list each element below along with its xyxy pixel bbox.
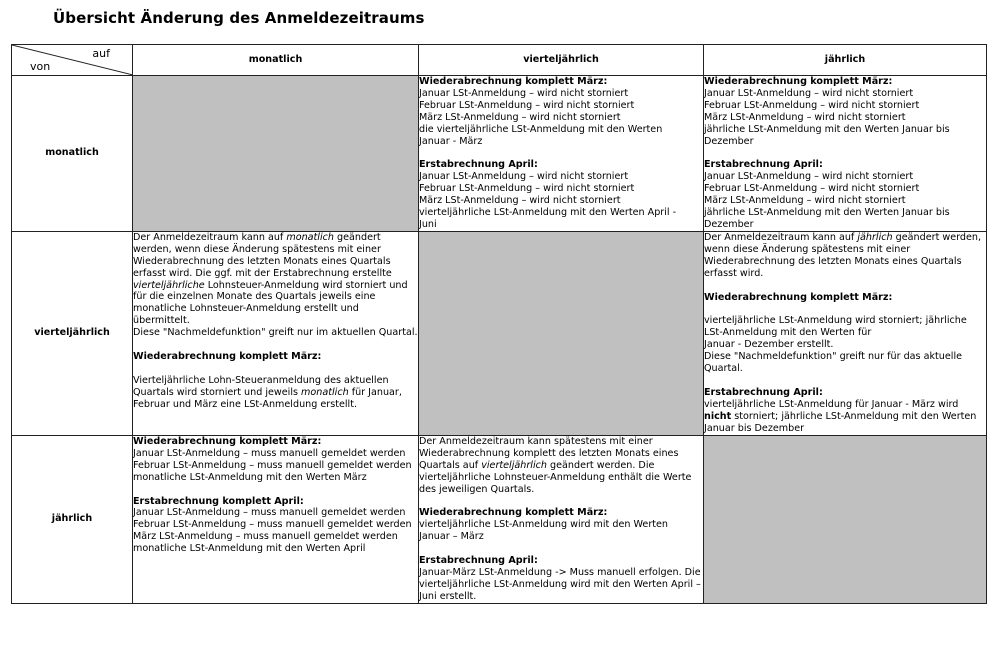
- cell-heading: Erstabrechnung April:: [419, 555, 538, 567]
- cell-text: vierteljährliche LSt-Anmeldung wird mit den Werten Januar – März: [419, 519, 669, 543]
- cell-yearly-to-yearly-empty: [704, 435, 987, 603]
- corner-from-label: von: [30, 60, 51, 74]
- cell-text: Januar LSt-Anmeldung – wird nicht storniert Februar LSt-Anmeldung – wird nicht storniert März LSt-Anmeldung – wird nicht storniert die vierteljährliche LSt-Anmeldung mit den Werten Januar - März: [419, 87, 663, 147]
- cell-text: Januar LSt-Anmeldung – wird nicht storniert Februar LSt-Anmeldung – wird nicht storniert März LSt-Anmeldung – wird nicht storniert jährliche LSt-Anmeldung mit den Werten Januar bis Dezember: [704, 87, 950, 147]
- column-header-quarterly: vierteljährlich: [419, 45, 704, 76]
- cell-paragraph: vierteljährliche LSt-Anmeldung wird storniert; jährliche LSt-Anmeldung mit den Werten für Januar - Dezember erstellt. Diese "Nachmeldefunktion" greift nur für das aktuelle Quartal.: [704, 315, 967, 375]
- cell-monthly-to-quarterly: [419, 76, 704, 232]
- corner-cell: [12, 45, 133, 76]
- cell-text: Januar LSt-Anmeldung – muss manuell gemeldet werden Februar LSt-Anmeldung – muss manuell gemeldet werden März LSt-Anmeldung – muss manuell gemeldet werden monatliche LSt-Anmeldung mit den Werten April: [133, 507, 412, 555]
- cell-quarterly-to-monthly: [133, 231, 419, 435]
- cell-text: Januar LSt-Anmeldung – wird nicht storniert Februar LSt-Anmeldung – wird nicht storniert März LSt-Anmeldung – wird nicht storniert vierteljährliche LSt-Anmeldung mit den Werten April - Juni: [419, 171, 677, 230]
- page-title: Übersicht Änderung des Anmeldezeitraums: [53, 9, 425, 27]
- corner-to-label: auf: [92, 47, 110, 60]
- cell-heading: Wiederabrechnung komplett März:: [419, 507, 608, 519]
- cell-heading: Wiederabrechnung komplett März:: [133, 351, 322, 363]
- cell-monthly-to-monthly-empty: [133, 76, 419, 232]
- cell-quarterly-to-yearly: [704, 231, 987, 435]
- cell-heading: Erstabrechnung April:: [419, 159, 538, 171]
- cell-paragraph: Der Anmeldezeitraum kann auf monatlich geändert werden, wenn diese Änderung spätestens mit einer Wiederabrechnung des letzten Monats eines Quartals erfasst wird. Die ggf. mit der Erstabrechnung erstellte vierteljährliche Lohnsteuer-Anmeldung wird storniert und für die einzelnen Monate des Quartals jeweils eine monatliche Lohnsteuer-Anmeldung erstellt und übermittelt.: [133, 231, 408, 327]
- row-monthly: [12, 76, 987, 232]
- header-row: [12, 45, 987, 76]
- row-header-quarterly: vierteljährlich: [12, 231, 133, 435]
- cell-heading: Wiederabrechnung komplett März:: [133, 435, 322, 447]
- cell-heading: Wiederabrechnung komplett März:: [704, 76, 893, 87]
- column-header-yearly: jährlich: [704, 45, 987, 76]
- cell-paragraph: Der Anmeldezeitraum kann auf jährlich geändert werden, wenn diese Änderung spätestens mit einer Wiederabrechnung des letzten Monats eines Quartals erfasst wird.: [704, 231, 982, 279]
- cell-paragraph: Diese "Nachmeldefunktion" greift nur im aktuellen Quartal.: [133, 327, 418, 339]
- cell-paragraph: Vierteljährliche Lohn-Steueranmeldung des aktuellen Quartals wird storniert und jeweils monatlich für Januar, Februar und März eine LSt-Anmeldung erstellt.: [133, 374, 402, 410]
- cell-heading: Wiederabrechnung komplett März:: [419, 76, 608, 87]
- row-quarterly: [12, 231, 987, 435]
- cell-yearly-to-quarterly: [419, 435, 704, 603]
- cell-heading: Erstabrechnung komplett April:: [133, 495, 304, 507]
- cell-heading: Erstabrechnung April:: [704, 386, 823, 398]
- cell-paragraph: vierteljährliche LSt-Anmeldung für Januar - März wird nicht storniert; jährliche LSt-Anmeldung mit den Werten Januar bis Dezember: [704, 398, 977, 434]
- cell-heading: Wiederabrechnung komplett März:: [704, 291, 893, 303]
- change-matrix-table: [11, 44, 987, 604]
- cell-text: Januar LSt-Anmeldung – muss manuell gemeldet werden Februar LSt-Anmeldung – muss manuell gemeldet werden monatliche LSt-Anmeldung mit den Werten März: [133, 447, 412, 483]
- cell-paragraph: Januar-März LSt-Anmeldung -> Muss manuell erfolgen. Die vierteljährliche LSt-Anmeldung wird mit den Werten April – Juni erstellt.: [419, 567, 701, 602]
- cell-paragraph: Der Anmeldezeitraum kann spätestens mit einer Wiederabrechnung komplett des letzten Monats eines Quartals auf vierteljährlich geändert werden. Die vierteljährliche Lohnsteuer-Anmeldung enthält die Werte des jeweiligen Quartals.: [419, 435, 692, 495]
- row-header-monthly: monatlich: [12, 76, 133, 232]
- cell-quarterly-to-quarterly-empty: [419, 231, 704, 435]
- cell-yearly-to-monthly: [133, 435, 419, 603]
- cell-heading: Erstabrechnung April:: [704, 159, 823, 171]
- row-yearly: [12, 435, 987, 603]
- row-header-yearly: jährlich: [12, 435, 133, 603]
- cell-text: Januar LSt-Anmeldung – wird nicht storniert Februar LSt-Anmeldung – wird nicht storniert März LSt-Anmeldung – wird nicht storniert jährliche LSt-Anmeldung mit den Werten Januar bis Dezember: [704, 171, 950, 230]
- column-header-monthly: monatlich: [133, 45, 419, 76]
- cell-monthly-to-yearly: [704, 76, 987, 232]
